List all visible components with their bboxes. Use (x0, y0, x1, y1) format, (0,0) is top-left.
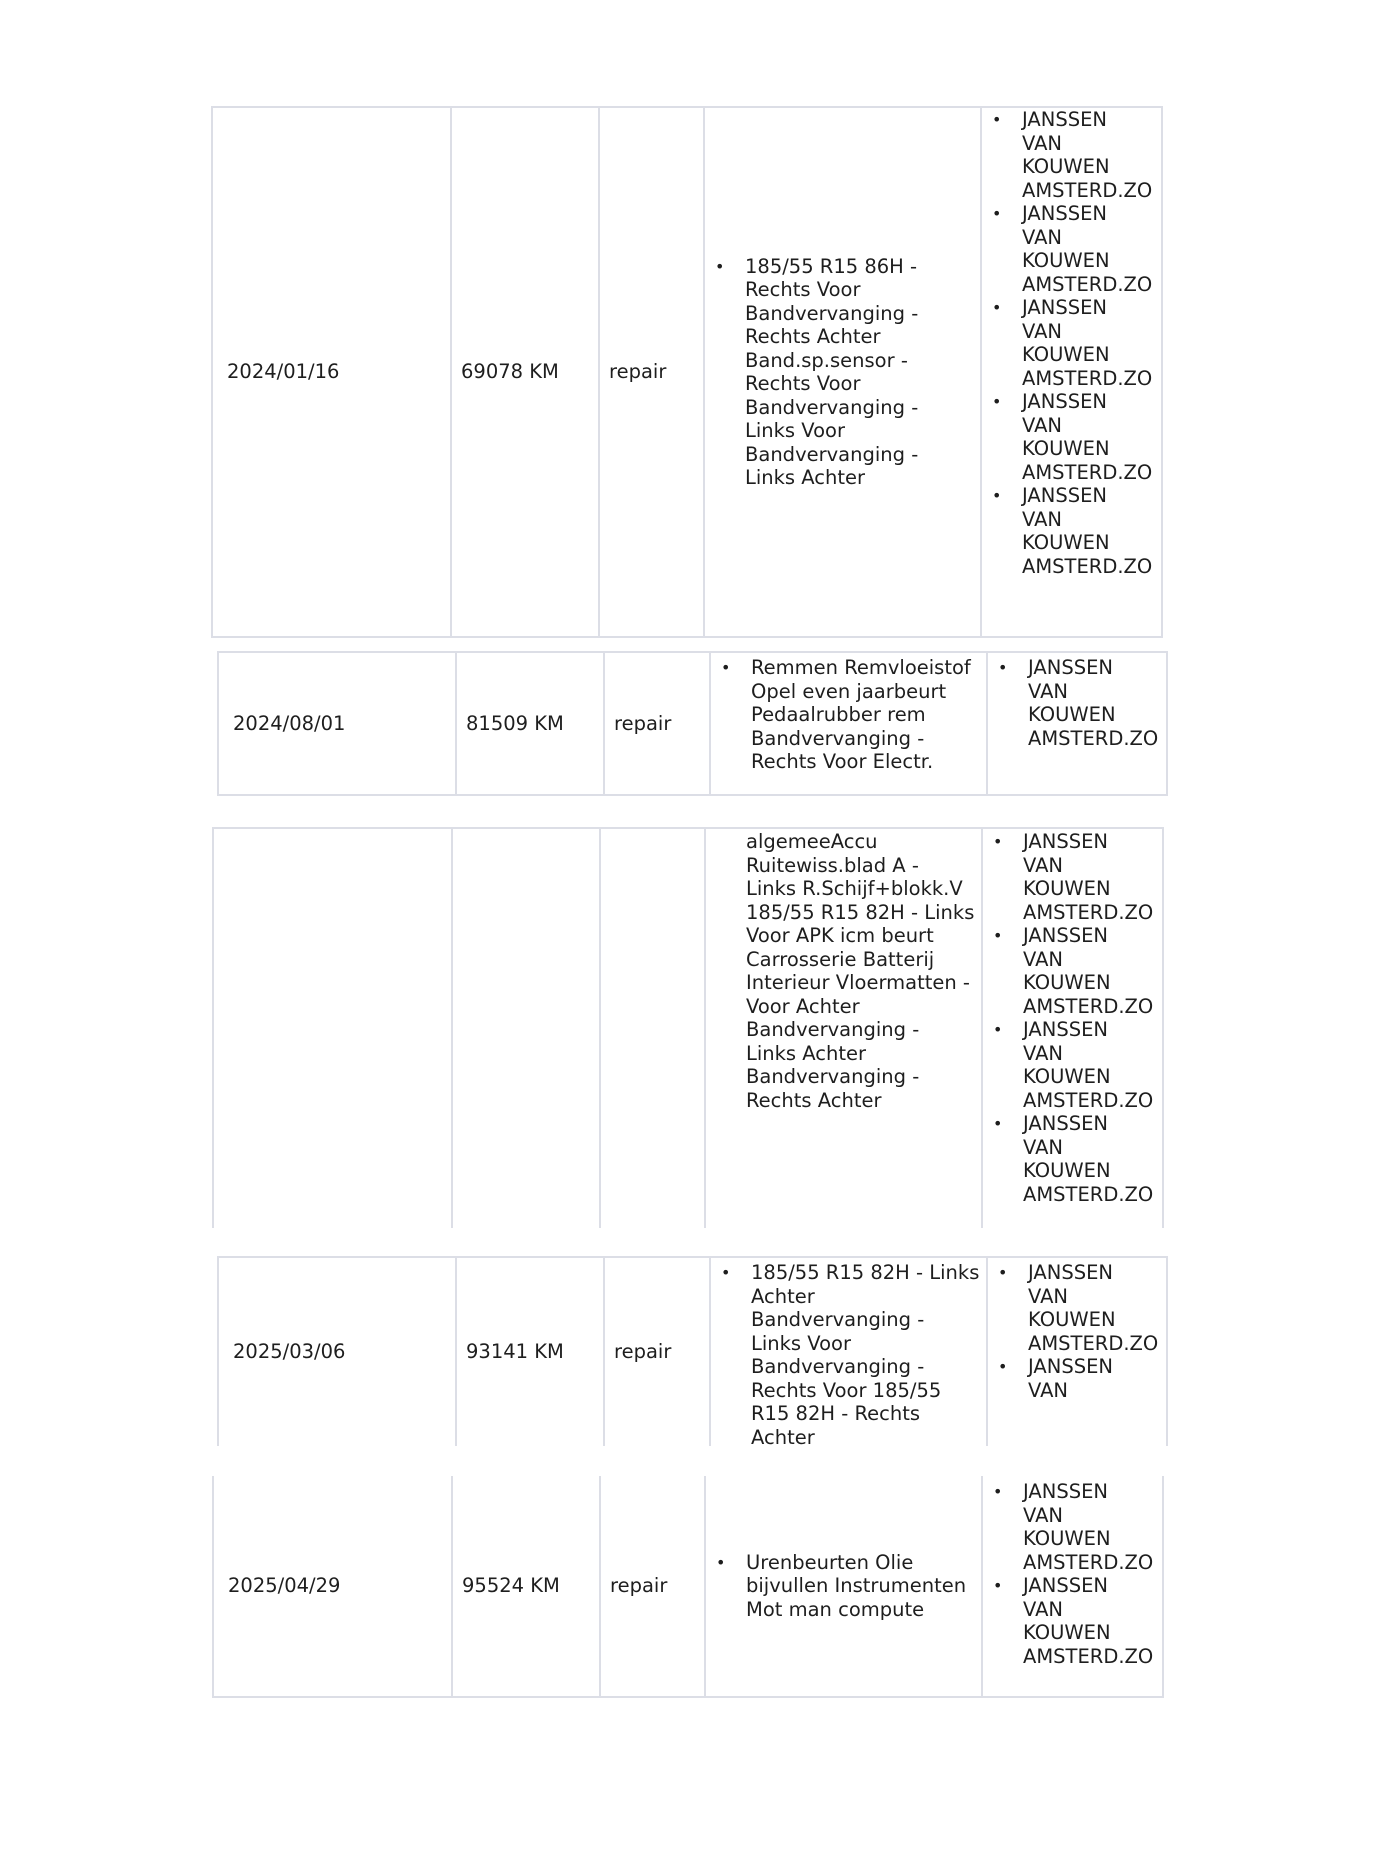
list-item (711, 656, 986, 774)
work-text: Urenbeurten Olie bijvullen Instrumenten Mot man compute (746, 1550, 967, 1621)
garage-name-line: VAN (1023, 1135, 1064, 1159)
list-item (983, 924, 1162, 1018)
list-item (982, 108, 1161, 202)
mileage-cell (453, 1476, 601, 1696)
work-text: 185/55 R15 82H - Links Achter Bandvervanging - Links Voor Bandvervanging - Rechts Voor 185/55 R15 82H - Rechts Achter (751, 1261, 980, 1449)
bullet-icon (993, 1112, 1002, 1136)
garage-name-line: VAN (1022, 413, 1063, 437)
list-item (983, 1574, 1162, 1668)
table-row (212, 827, 1164, 1228)
bullet-icon (992, 296, 1001, 320)
garage-name-line: VAN (1028, 679, 1069, 703)
table-row (217, 651, 1168, 796)
bullet-icon (993, 1018, 1002, 1042)
garage-name-line: JANSSEN (1023, 1574, 1108, 1597)
date-text: 2024/08/01 (233, 711, 346, 735)
garage-name-line: AMSTERD.ZO (1023, 1644, 1154, 1668)
garage-name-line: VAN (1022, 225, 1063, 249)
garage-name-line: AMSTERD.ZO (1023, 994, 1154, 1018)
garage-name-line: VAN (1023, 1503, 1064, 1527)
table-row (212, 1476, 1164, 1698)
type-text: repair (610, 1574, 668, 1598)
garage-name-line: KOUWEN (1023, 971, 1111, 994)
bullet-icon (992, 390, 1001, 414)
garage-name-line: VAN (1028, 1284, 1069, 1308)
garage-name-line: AMSTERD.ZO (1022, 272, 1153, 296)
type-cell (600, 108, 705, 636)
garage-name-line: KOUWEN (1023, 1159, 1111, 1182)
date-text: 2025/03/06 (233, 1340, 346, 1364)
garage-name-line: JANSSEN (1022, 296, 1107, 319)
garage-name-line: KOUWEN (1022, 343, 1110, 366)
garage-name-line: KOUWEN (1023, 877, 1111, 900)
garage-cell (982, 108, 1161, 636)
list-item (983, 1018, 1162, 1112)
list-item (982, 202, 1161, 296)
garage-name-line: KOUWEN (1028, 1308, 1116, 1331)
mileage-text: 81509 KM (466, 711, 564, 735)
garage-name-line: KOUWEN (1022, 155, 1110, 178)
date-cell (219, 653, 457, 794)
garage-name-line: JANSSEN (1023, 1018, 1108, 1041)
work-cell (706, 1476, 983, 1696)
garage-name-line: JANSSEN (1023, 924, 1108, 947)
date-text: 2024/01/16 (227, 360, 340, 384)
work-cell (711, 1258, 988, 1449)
garage-name-line: JANSSEN (1022, 108, 1107, 131)
garage-name-line: AMSTERD.ZO (1022, 460, 1153, 484)
garage-cell (988, 1258, 1166, 1446)
garage-name-line: KOUWEN (1022, 249, 1110, 272)
list-item (705, 255, 980, 490)
mileage-text: 93141 KM (466, 1340, 564, 1364)
garage-list (983, 1480, 1162, 1668)
date-cell (214, 1476, 453, 1696)
garage-name-line: VAN (1023, 853, 1064, 877)
garage-name-line: JANSSEN (1022, 484, 1107, 507)
garage-name-line: AMSTERD.ZO (1023, 1182, 1154, 1206)
mileage-cell (452, 108, 600, 636)
work-cell (711, 653, 988, 794)
bullet-icon (993, 830, 1002, 854)
list-item (983, 1112, 1162, 1206)
work-text-continued: algemeeAccu Ruitewiss.blad A - Links R.Schijf+blokk.V 185/55 R15 82H - Links Voor APK icm beurt Carrosserie Batterij Interieur Vloermatten - Voor Achter Bandvervanging - Links Achter Bandvervanging - Rechts Achter (746, 830, 975, 1112)
garage-name-line: VAN (1023, 947, 1064, 971)
garage-name-line: VAN (1023, 1041, 1064, 1065)
list-item (988, 656, 1166, 750)
type-text: repair (614, 1340, 672, 1364)
garage-name-line: AMSTERD.ZO (1028, 1331, 1159, 1355)
bullet-icon (992, 484, 1001, 508)
garage-name-line: KOUWEN (1028, 703, 1116, 726)
garage-name-line: JANSSEN (1028, 656, 1113, 679)
bullet-icon (998, 1355, 1007, 1379)
garage-list (988, 1261, 1166, 1402)
garage-name-line: KOUWEN (1023, 1527, 1111, 1550)
work-list (711, 656, 986, 774)
type-cell (601, 829, 706, 1228)
garage-name-line: AMSTERD.ZO (1022, 366, 1153, 390)
garage-name-line: AMSTERD.ZO (1023, 1550, 1154, 1574)
bullet-icon (721, 1261, 730, 1285)
work-cell (705, 108, 982, 636)
garage-name-line: JANSSEN (1023, 830, 1108, 853)
garage-name-line: AMSTERD.ZO (1028, 726, 1159, 750)
garage-name-line: JANSSEN (1022, 202, 1107, 225)
list-item (983, 830, 1162, 924)
type-text: repair (614, 711, 672, 735)
garage-name-line: VAN (1022, 319, 1063, 343)
mileage-cell (453, 829, 601, 1228)
bullet-icon (993, 1480, 1002, 1504)
bullet-icon (998, 1261, 1007, 1285)
list-item (982, 484, 1161, 578)
bullet-icon (993, 924, 1002, 948)
garage-list (983, 830, 1162, 1206)
list-item (982, 296, 1161, 390)
bullet-icon (992, 202, 1001, 226)
work-list (706, 1551, 981, 1622)
date-cell (214, 829, 453, 1228)
list-item (988, 1355, 1166, 1402)
list-item (982, 390, 1161, 484)
garage-name-line: AMSTERD.ZO (1022, 554, 1153, 578)
garage-name-line: AMSTERD.ZO (1023, 900, 1154, 924)
garage-name-line: KOUWEN (1023, 1621, 1111, 1644)
bullet-icon (998, 656, 1007, 680)
garage-name-line: JANSSEN (1023, 1112, 1108, 1135)
type-cell (605, 1258, 711, 1446)
work-cell (706, 829, 983, 1228)
garage-name-line: AMSTERD.ZO (1022, 178, 1153, 202)
mileage-text: 95524 KM (462, 1574, 560, 1598)
work-list (711, 1261, 986, 1449)
bullet-icon (716, 1551, 725, 1575)
garage-name-line: VAN (1023, 1597, 1064, 1621)
date-text: 2025/04/29 (228, 1574, 341, 1598)
list-item (983, 1480, 1162, 1574)
garage-name-line: JANSSEN (1028, 1355, 1113, 1378)
mileage-cell (457, 1258, 605, 1446)
garage-cell (983, 829, 1162, 1228)
type-cell (605, 653, 711, 794)
garage-name-line: VAN (1022, 507, 1063, 531)
mileage-text: 69078 KM (461, 360, 559, 384)
list-item (706, 1551, 981, 1622)
bullet-icon (715, 255, 724, 279)
garage-list (982, 108, 1161, 578)
table-row (211, 106, 1163, 638)
type-cell (601, 1476, 706, 1696)
garage-name-line: JANSSEN (1023, 1480, 1108, 1503)
garage-name-line: VAN (1028, 1378, 1069, 1402)
work-text: 185/55 R15 86H - Rechts Voor Bandvervanging - Rechts Achter Band.sp.sensor - Rechts Voor Bandvervanging - Links Voor Bandvervanging - Links Achter (745, 254, 919, 489)
work-list (705, 255, 980, 490)
date-cell (213, 108, 452, 636)
mileage-cell (457, 653, 605, 794)
list-item (988, 1261, 1166, 1355)
garage-name-line: KOUWEN (1022, 437, 1110, 460)
garage-name-line: JANSSEN (1028, 1261, 1113, 1284)
garage-name-line: AMSTERD.ZO (1023, 1088, 1154, 1112)
garage-name-line: JANSSEN (1022, 390, 1107, 413)
garage-name-line: KOUWEN (1022, 531, 1110, 554)
bullet-icon (992, 108, 1001, 132)
garage-cell (983, 1476, 1162, 1696)
list-item (711, 1261, 986, 1449)
bullet-icon (721, 656, 730, 680)
type-text: repair (609, 360, 667, 384)
garage-name-line: VAN (1022, 131, 1063, 155)
garage-cell (988, 653, 1166, 794)
date-cell (219, 1258, 457, 1446)
garage-list (988, 656, 1166, 750)
bullet-icon (993, 1574, 1002, 1598)
garage-name-line: KOUWEN (1023, 1065, 1111, 1088)
table-row (217, 1256, 1168, 1449)
work-text: Remmen Remvloeistof Opel even jaarbeurt Pedaalrubber rem Bandvervanging - Rechts Voor Electr. (751, 656, 971, 773)
